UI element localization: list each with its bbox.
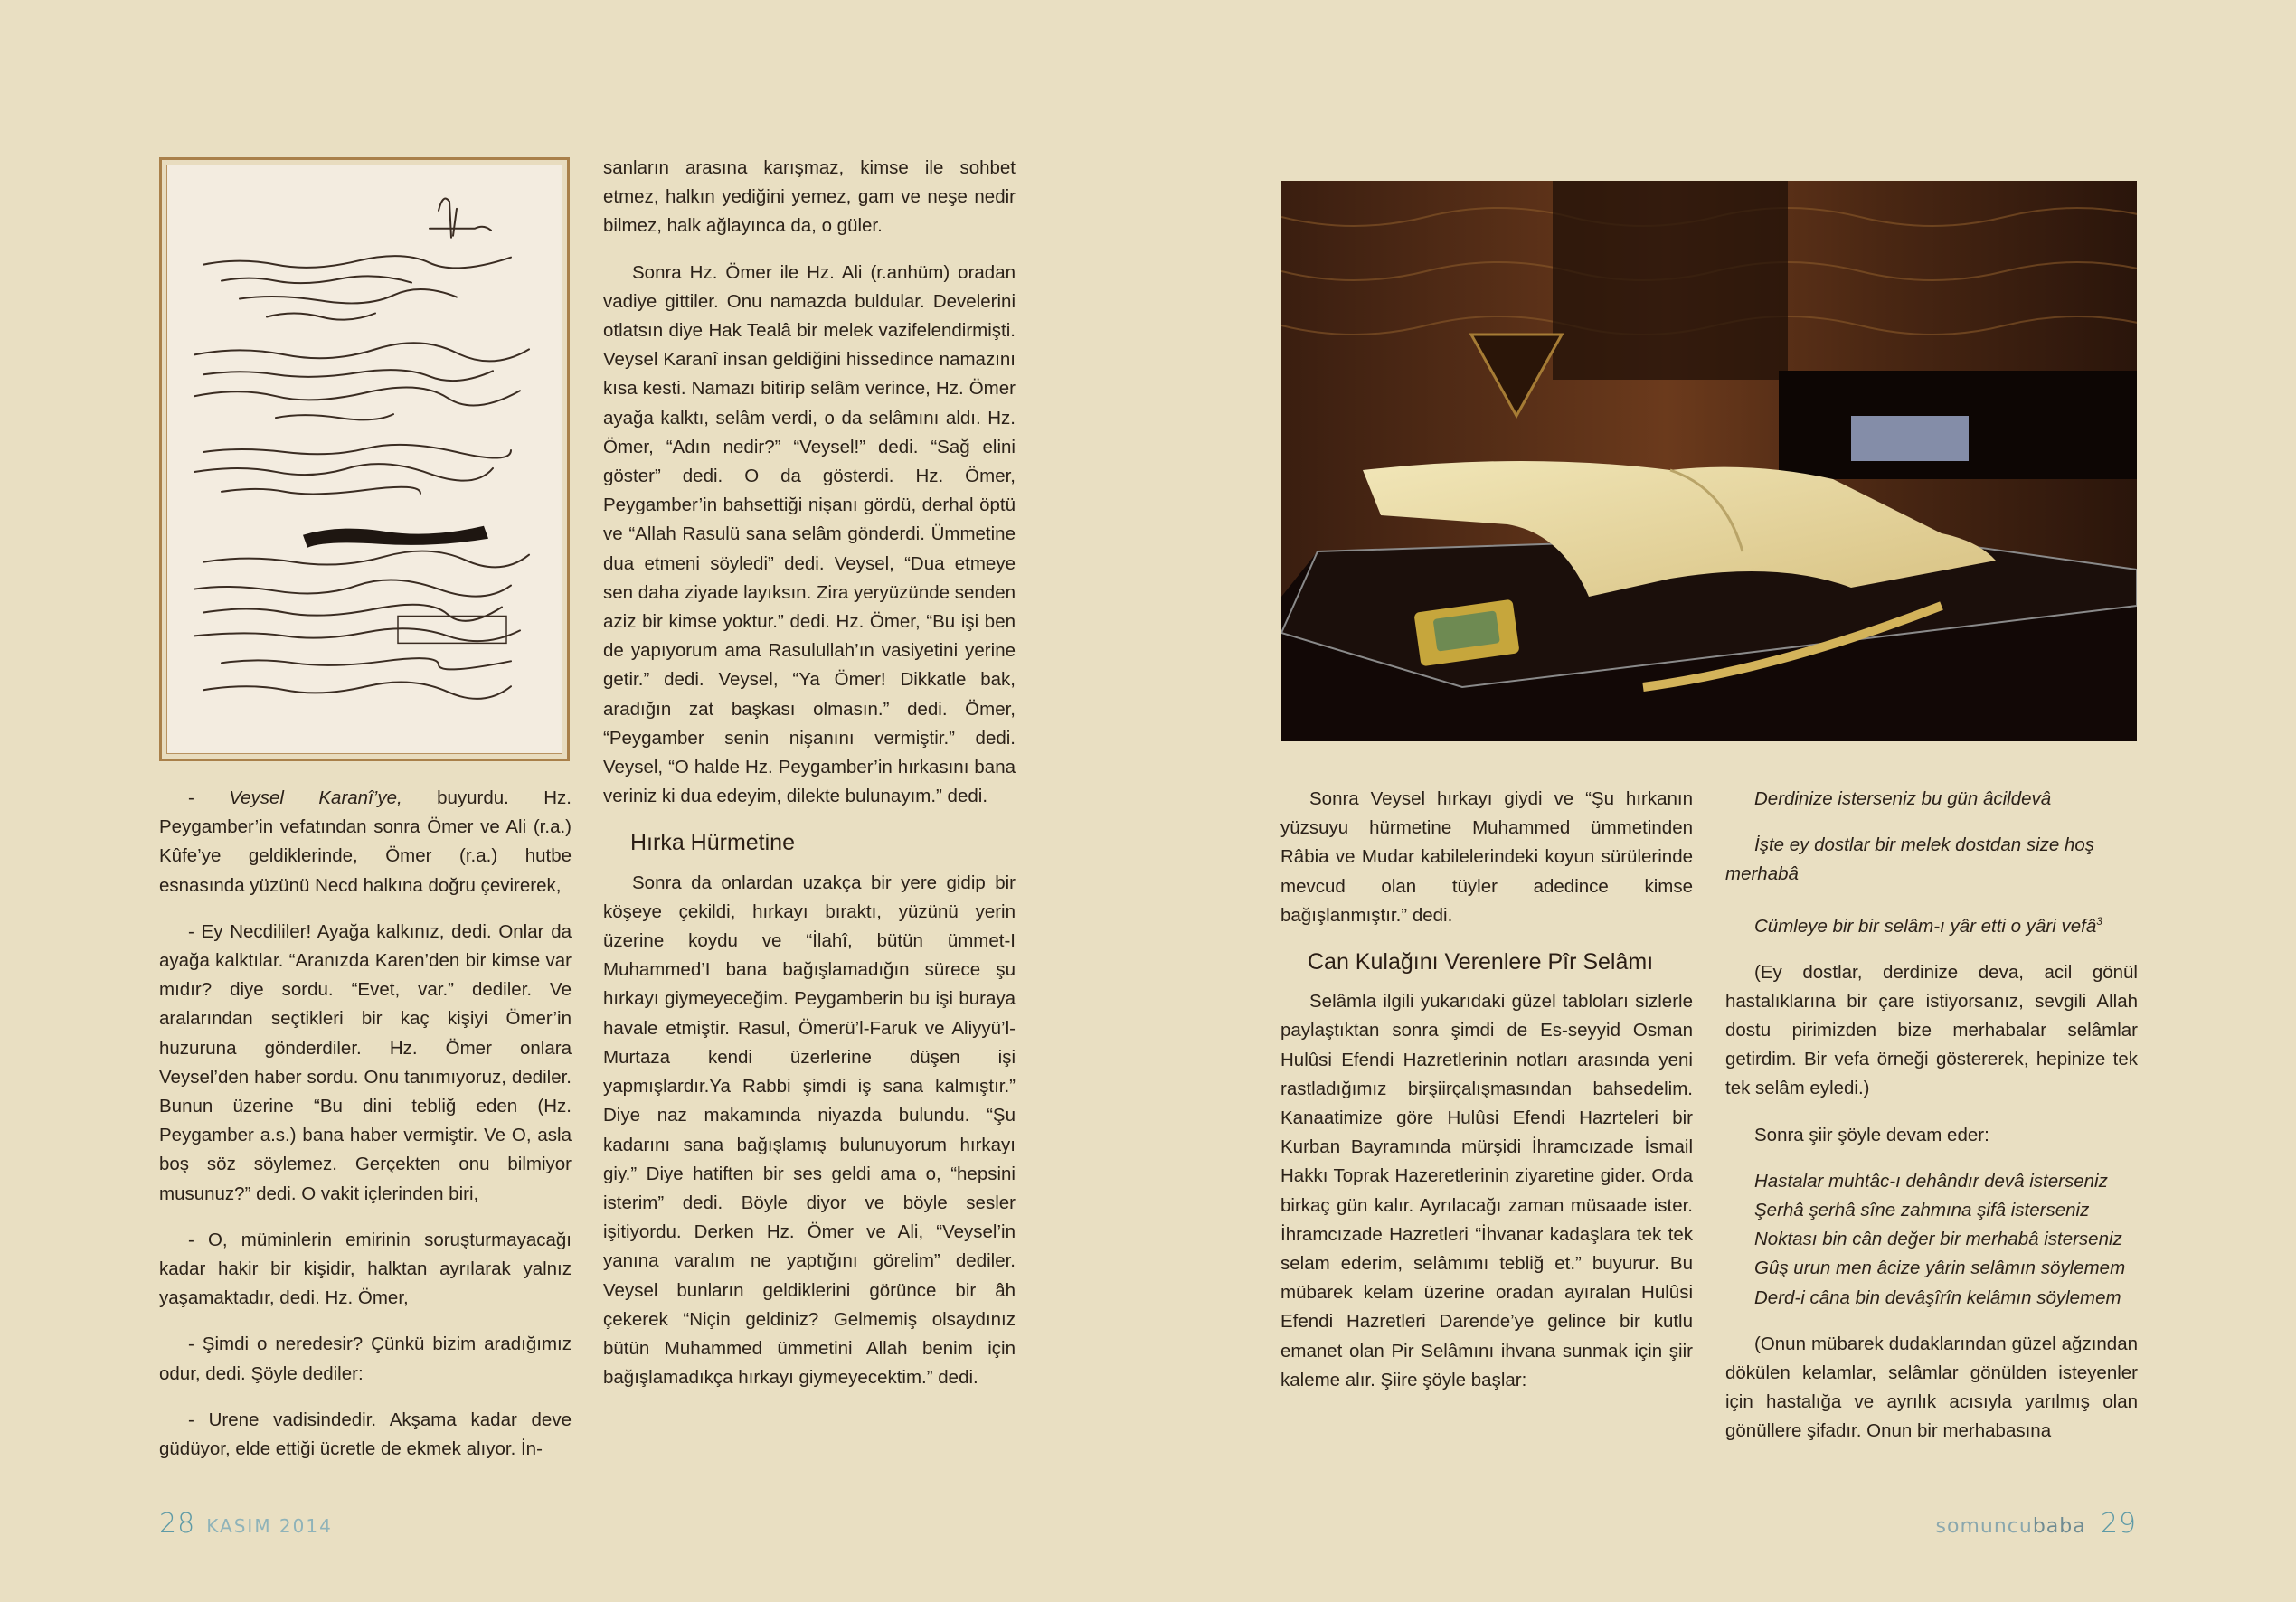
paragraph: Sonra Veysel hırkayı giydi ve “Şu hırkanın yüzsuyu hürmetine Muhammed ümmetinden Râbia ve Mudar kabilelerindeki koyun sürülerinde mevcud olan tüyler adedince kimse bağışlanmıştır.” dedi. [1280, 788, 1693, 926]
poem-line: Derdinize isterseniz bu gün âcildevâ [1754, 788, 2052, 809]
issue-date: KASIM 2014 [206, 1515, 333, 1537]
poem-line: Noktası bin cân değer bir merhabâ isterseniz [1754, 1229, 2122, 1250]
hirka-photo [1281, 181, 2137, 741]
poem-line: Derd-i câna bin devâşîrîn kelâmın söylemem [1754, 1286, 2121, 1308]
paragraph: Selâmla ilgili yukarıdaki güzel tabloları sizlerle paylaştıktan sonra şimdi de Es-seyyid Osman Hulûsi Efendi Hazretlerinin notları arasında yeni rastladığımız birşiirçalışmasından bahsedelim. Kanaatimize göre Hulûsi Efendi Hazrteleri bir Kurban Bayramında mürşidi İhramcızade İsmail Hakkı Toprak Hazeretlerinin ziyaretine gider. Orda birkaç gün kalır. Ayrılacağı zaman müsaade ister. İhramcızade Hazretleri “İhvanar kadaşlara tek tek selam ederim, selâmımı tebliğ et.” buyurur. Bu mübarek kelam üzerine oradan ayıralan Hulûsi Efendi Hazretleri Darende’ye gelince bir kutlu emanet olan Pir Selâmını ihvana sunmak için şiir kaleme alır. Şiire şöyle başlar: [1280, 991, 1693, 1390]
paragraph: Sonra Hz. Ömer ile Hz. Ali (r.anhüm) oradan vadiye gittiler. Onu namazda buldular. Develerini otlatsın diye Hak Tealâ bir melek vazifelendirmişti. Veysel Karanî insan geldiğini hissedince namazını kısa kesti. Namazı bitirip selâm verince, Hz. Ömer ayağa kalktı, selâm verdi, o da selâmını aldı. Hz. Ömer, “Adın nedir?” “Veysel!” dedi. “Sağ elini göster” dedi. O da gösterdi. Hz. Ömer, Peygamber’in bahsettiği nişanı gördü, derhal öptü ve “Allah Rasulü sana selâm gönderdi. Ümmetine dua etmeni söyledi” dedi. Veysel, “Dua etmeye sen daha ziyade layıksın. Zira yeryüzünde senden aziz bir kimse yoktur.” dedi. Hz. Ömer, “Bu işi ben de yapıyorum ama Rasulullah’ın vasiyetini yerine getir.” dedi. Veysel, “Ya Ömer! Dikkatle bak, aradığın zat başkası olmasın.” dedi. Ömer, “Peygamber senin nişanını vermiştir.” dedi. Veysel, “O halde Hz. Peygamber’in hırkasını bana veriniz ki dua edeyim, dilekte bulunayım.” dedi. [603, 261, 1016, 807]
column-3 [1280, 785, 1693, 1412]
paragraph: - O, müminlerin emirinin soruşturmayacağı kadar hakir bir kişidir, halktan ayrılarak yalnız yaşamaktadır, dedi. Hz. Ömer, [159, 1229, 572, 1309]
hirka-display-case [1281, 181, 2137, 741]
footer-left [159, 1508, 333, 1540]
manuscript-image [159, 157, 570, 761]
poem-line: Gûş urun men âcize yârin selâmın söylemem [1754, 1258, 2126, 1279]
paragraph: - Urene vadisindedir. Akşama kadar deve güdüyor, elde ettiği ücretle de ekmek alıyor. İn- [159, 1409, 572, 1460]
magazine-logo: somuncubaba [1935, 1515, 2086, 1538]
paragraph: - Şimdi o neredesir? Çünkü bizim aradığımız odur, dedi. Şöyle dediler: [159, 1333, 572, 1384]
paragraph: - Ey Necdililer! Ayağa kalkınız, dedi. Onlar da ayağa kalktılar. “Aranızda Karen’den bir kimse var mıdır? diye sordu. “Evet, var.” dediler. Ve aralarından seçtikleri bir kaç kişiyi Ömer’in huzuruna gönderdiler. Hz. Ömer onlara Veysel’den haber sordu. Onu tanımıyoruz, dediler. Bunun üzerine “Bu dini tebliğ eden (Hz. Peygamber a.s.) bana haber vermiştir. Ve O, asla boş söz söylemez. Gerçekten onu bilmiyor musunuz?” dedi. O vakit içlerinden biri, [159, 920, 572, 1204]
section-heading: Can Kulağını Verenlere Pîr Selâmı [1308, 949, 1654, 975]
paragraph: - Veysel Karanî’ye, buyurdu. Hz. Peygamber’in vefatından sonra Ömer ve Ali (r.a.) Kûfe’ye geldiklerinde, Ömer (r.a.) hutbe esnasında yüzünü Necd halkına doğru çevirerek, [159, 787, 572, 896]
poem-stanza-3 [1725, 907, 2138, 941]
manuscript-handwriting [167, 165, 562, 753]
poem-line: Şerhâ şerhâ sîne zahmına şifâ isterseniz [1754, 1200, 2090, 1221]
paragraph: Sonra da onlardan uzakça bir yere gidip bir köşeye çekildi, hırkayı bıraktı, yüzünü yerin üzerine koydu ve “İlahî, bütün ümmet-I Muhammed’I bana bağışlamadığın sürece şu hırkayı giymeyeceğim. Peygamberin bu işi buraya havale etmiştir. Rasul, Ömerü’l-Faruk ve Aliyyü’l-Murtaza kendi üzerlerine düşen işi yapmışlardır.Ya Rabbi şimdi iş sana kalmıştır.” Diye naz makamında niyazda bulundu. “Şu kadarını sana bağışlamış bulunuyorum hırkayı giy.” Diye hatiften bir ses geldi ama o, “hepsini isterim” dedi. Böyle diyor ve böyle sesler işitiyordu. Derken Hz. Ömer ve Ali, “Veysel’in yanına varalım ne yaptığını görelim” dediler. Veysel bunların geldiklerini görünce bir âh çekerek “Niçin geldiniz? Gelmemiş olsaydınız bütün Muhammed ümmetini Allah benim için bağışlamadıkça hırkayı giymeyecektim.” dedi. [603, 872, 1016, 1389]
paragraph: sanların arasına karışmaz, kimse ile sohbet etmez, halkın yediğini yemez, gam ve neşe nedir bilmez, halk ağlayınca da, o güler. [603, 157, 1016, 237]
page-number: 29 [2100, 1508, 2137, 1540]
poem-stanza-1 [1725, 785, 2138, 814]
page-number: 28 [159, 1508, 196, 1540]
poem-line: Hastalar muhtâc-ı dehândır devâ isterseniz [1754, 1170, 2108, 1192]
footer-right [1936, 1508, 2137, 1540]
column-4 [1725, 785, 2138, 1464]
poem-line: İşte ey dostlar bir melek dostdan size hoş [1754, 834, 2095, 856]
footnote-marker: 3 [2096, 914, 2102, 928]
paragraph: (Ey dostlar, derdinize deva, acil gönül hastalıklarına bir çare istiyorsanız, sevgili Allah dostu pirimizden bize merhabalar selâmlar getirdim. Bir vefa örneği göstererek, hepinize tek tek selâm eyledi.) [1725, 961, 2138, 1099]
paragraph: Sonra şiir şöyle devam eder: [1754, 1124, 1989, 1145]
column-1 [159, 784, 572, 1481]
section-heading: Hırka Hürmetine [630, 830, 795, 856]
poem-stanza-4 [1725, 1167, 2138, 1313]
poem-line: Cümleye bir bir selâm-ı yâr etti o yâri vefâ$^3$ [1754, 914, 2102, 937]
column-2 [603, 154, 1016, 1409]
paragraph: (Onun mübarek dudaklarından güzel ağzından dökülen kelamlar, selâmlar gönülden isteyenler için hastalığa ve ayrılık acısıyla yarılmış olan gönüllere şifadır. Onun bir merhabasına [1725, 1333, 2138, 1442]
poem-line: merhabâ [1725, 863, 1799, 885]
poem-stanza-2 [1725, 831, 2138, 889]
